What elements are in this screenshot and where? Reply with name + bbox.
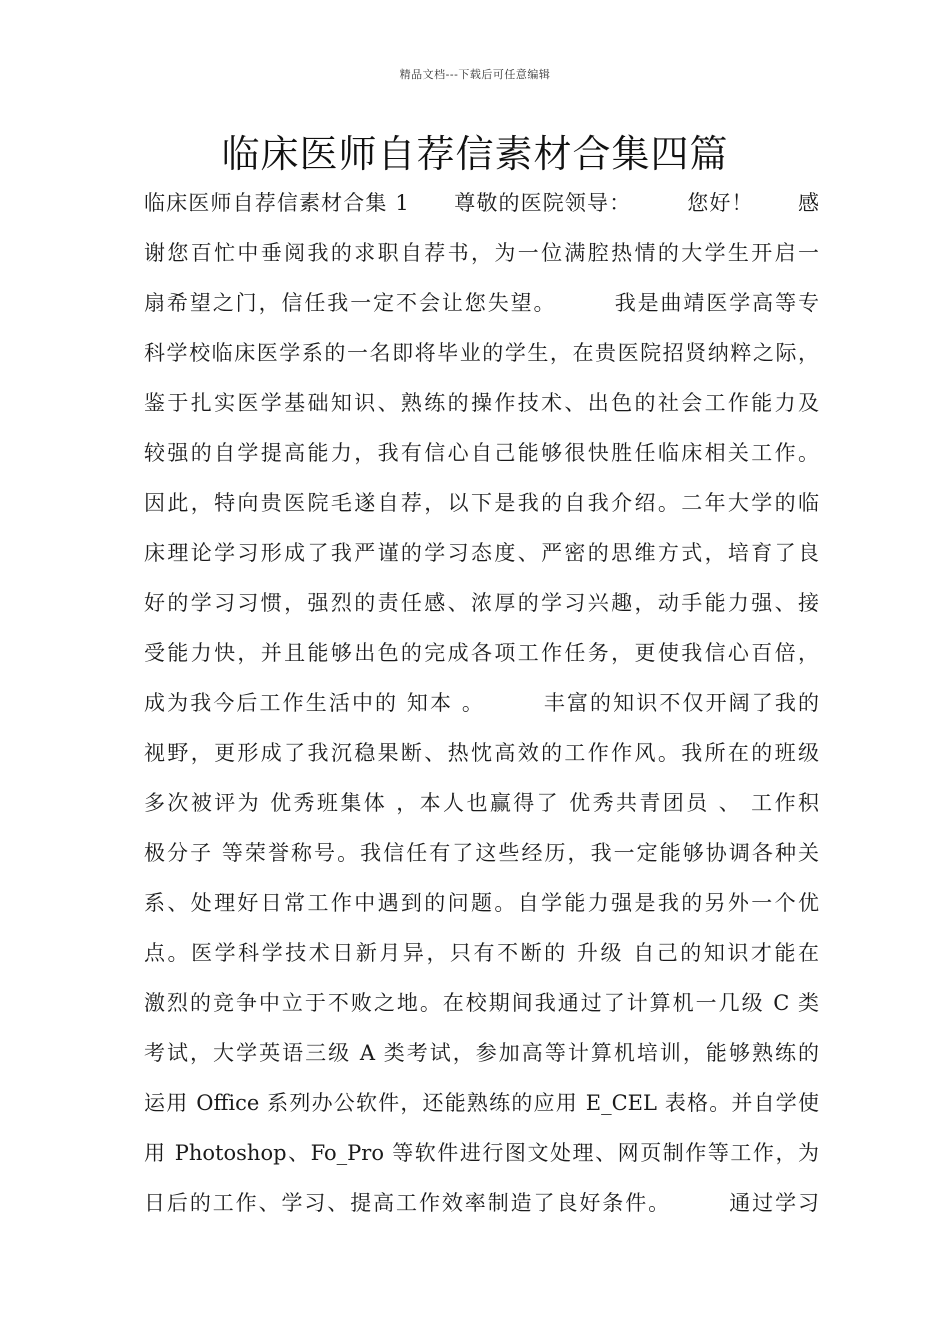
body-line: 视野，更形成了我沉稳果断、热忱高效的工作作风。我所在的班级 bbox=[144, 741, 819, 765]
body-line: 系、处理好日常工作中遇到的问题。自学能力强是我的另外一个优 bbox=[144, 891, 819, 915]
body-line: 床理论学习形成了我严谨的学习态度、严密的思维方式，培育了良 bbox=[144, 541, 819, 565]
body-line: 因此，特向贵医院毛遂自荐，以下是我的自我介绍。二年大学的临 bbox=[144, 491, 819, 515]
document-body bbox=[144, 178, 819, 1228]
body-line: 扇希望之门，信任我一定不会让您失望。 我是曲靖医学高等专 bbox=[144, 291, 819, 315]
body-line: 成为我今后工作生活中的 知本 。 丰富的知识不仅开阔了我的 bbox=[144, 691, 819, 715]
body-line: 科学校临床医学系的一名即将毕业的学生，在贵医院招贤纳粹之际， bbox=[144, 341, 819, 365]
body-line: 受能力快，并且能够出色的完成各项工作任务，更使我信心百倍， bbox=[144, 641, 819, 665]
page-header: 精品文档---下载后可任意编辑 bbox=[399, 68, 551, 81]
body-line: 较强的自学提高能力，我有信心自己能够很快胜任临床相关工作。 bbox=[144, 441, 819, 465]
body-line: 运用 Office 系列办公软件，还能熟练的应用 E_CEL 表格。并自学使 bbox=[144, 1091, 819, 1115]
body-line: 用 Photoshop、Fo_Pro 等软件进行图文处理、网页制作等工作，为 bbox=[144, 1141, 819, 1165]
body-line: 鉴于扎实医学基础知识、熟练的操作技术、出色的社会工作能力及 bbox=[144, 391, 819, 415]
body-line: 考试，大学英语三级 A 类考试，参加高等计算机培训，能够熟练的 bbox=[144, 1041, 819, 1065]
body-line: 激烈的竞争中立于不败之地。在校期间我通过了计算机一几级 C 类 bbox=[144, 991, 819, 1015]
body-line: 谢您百忙中垂阅我的求职自荐书，为一位满腔热情的大学生开启一 bbox=[144, 241, 819, 265]
body-line: 好的学习习惯，强烈的责任感、浓厚的学习兴趣，动手能力强、接 bbox=[144, 591, 819, 615]
body-line: 多次被评为 优秀班集体 ，本人也赢得了 优秀共青团员 、 工作积 bbox=[144, 791, 819, 815]
body-line: 点。医学科学技术日新月异，只有不断的 升级 自己的知识才能在 bbox=[144, 941, 819, 965]
body-line: 日后的工作、学习、提高工作效率制造了良好条件。 通过学习 bbox=[144, 1191, 819, 1215]
document-title: 临床医师自荐信素材合集四篇 bbox=[221, 132, 729, 176]
body-line: 极分子 等荣誉称号。我信任有了这些经历，我一定能够协调各种关 bbox=[144, 841, 819, 865]
body-line: 临床医师自荐信素材合集 1 尊敬的医院领导： 您好！ 感 bbox=[144, 191, 819, 215]
